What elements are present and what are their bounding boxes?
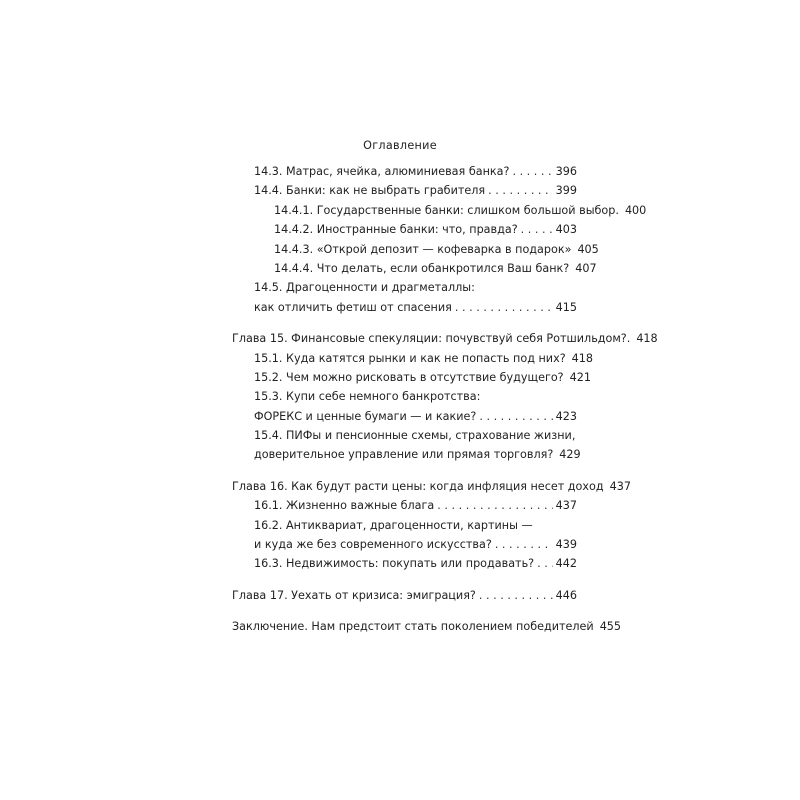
toc-page-number: 429: [559, 448, 581, 462]
toc-entry-title-continued: как отличить фетиш от спасения: [254, 300, 452, 314]
toc-entry-15-1: [232, 349, 593, 368]
toc-entry-14-4-2: [232, 220, 577, 239]
toc-entry-16-2: [232, 516, 577, 555]
toc-entry-title: 15.3. Купи себе немного банкротства:: [254, 390, 481, 404]
toc-entry-14-3: [232, 162, 577, 181]
toc-entry-title-continued: ФОРЕКС и ценные бумаги — и какие?: [254, 409, 477, 423]
toc-entry-title: 14.4. Банки: как не выбрать грабителя: [254, 184, 486, 198]
toc-page-number: 400: [624, 203, 647, 217]
toc-entry-15-4: [232, 426, 581, 465]
toc-page-number: 403: [555, 223, 577, 237]
toc-entry-title: 15.2. Чем можно рисковать в отсутствие будущего?: [254, 370, 564, 384]
dot-leader: [521, 220, 553, 239]
toc-entry-16-3: [232, 554, 577, 573]
toc-chapter-title: Заключение. Нам предстоит стать поколением победителей: [232, 620, 594, 634]
toc-entry-title: 16.3. Недвижимость: покупать или продавать?: [254, 557, 535, 571]
dot-leader: [437, 496, 552, 515]
dot-leader: [479, 407, 552, 426]
toc-page-number: 407: [575, 261, 597, 275]
toc-entry-title-continued: доверительное управление или прямая торговля?: [254, 448, 554, 462]
toc-entry-14-4-4: [232, 259, 597, 278]
dot-leader: [495, 535, 553, 554]
dot-leader: [537, 554, 553, 573]
toc-entry-15-3: [232, 387, 577, 426]
toc-chapter-title: Глава 16. Как будут расти цены: когда инфляция несет доход: [232, 479, 604, 493]
toc-entry-chapter-16: [232, 477, 631, 496]
dot-leader: [512, 162, 552, 181]
toc-page-number: 423: [555, 409, 577, 423]
toc-page-number: 418: [571, 351, 593, 365]
dot-leader: [455, 298, 553, 317]
toc-entry-chapter-15: [232, 329, 658, 348]
toc-page-number: 437: [609, 479, 631, 493]
toc-entry-15-2: [232, 368, 591, 387]
toc-entry-title: 14.4.4. Что делать, если обанкротился Ваш банк?: [274, 261, 570, 275]
toc-entry-title: 16.2. Антиквариат, драгоценности, картины —: [254, 518, 533, 532]
table-of-contents: [232, 162, 658, 637]
page-title: Оглавление: [363, 139, 437, 152]
toc-page-number: 418: [636, 332, 658, 346]
toc-entry-title: 15.1. Куда катятся рынки и как не попасть под них?: [254, 351, 566, 365]
toc-page-number: 396: [555, 165, 577, 178]
toc-page-number: 446: [555, 588, 577, 602]
toc-page-number: 421: [569, 370, 591, 384]
toc-entry-title: 14.3. Матрас, ячейка, алюминиевая банка?: [254, 165, 510, 178]
toc-entry-title: 14.4.1. Государственные банки: слишком большой выбор.: [274, 203, 619, 217]
dot-leader: [488, 181, 553, 200]
toc-entry-title: 14.4.2. Иностранные банки: что, правда?: [274, 223, 518, 237]
toc-entry-14-4-1: [232, 201, 647, 220]
toc-page-number: 415: [555, 300, 577, 314]
toc-page-number: 405: [577, 242, 599, 256]
toc-entry-title: 15.4. ПИФы и пенсионные схемы, страхование жизни,: [254, 429, 576, 443]
toc-entry-title-continued: и куда же без современного искусства?: [254, 538, 492, 552]
toc-chapter-title: Глава 17. Уехать от кризиса: эмиграция?: [232, 588, 476, 602]
toc-page-number: 442: [555, 557, 577, 571]
toc-entry-title: 16.1. Жизненно важные блага: [254, 499, 435, 513]
toc-entry-chapter-17: [232, 586, 577, 605]
toc-entry-16-1: [232, 496, 577, 515]
toc-entry-conclusion: [232, 617, 622, 636]
toc-page-number: 455: [599, 620, 622, 634]
toc-entry-title: 14.5. Драгоценности и драгметаллы:: [254, 281, 475, 295]
toc-chapter-title: Глава 15. Финансовые спекуляции: почувствуй себя Ротшильдом?.: [232, 332, 631, 346]
toc-entry-title: 14.4.3. «Открой депозит — кофеварка в подарок»: [274, 242, 572, 256]
toc-page-number: 439: [555, 538, 577, 552]
dot-leader: [479, 586, 553, 605]
toc-page-number: 399: [555, 184, 577, 198]
toc-entry-14-5: [232, 278, 577, 317]
toc-entry-14-4-3: [232, 240, 599, 259]
toc-entry-14-4: [232, 181, 577, 200]
toc-page-number: 437: [555, 499, 577, 513]
